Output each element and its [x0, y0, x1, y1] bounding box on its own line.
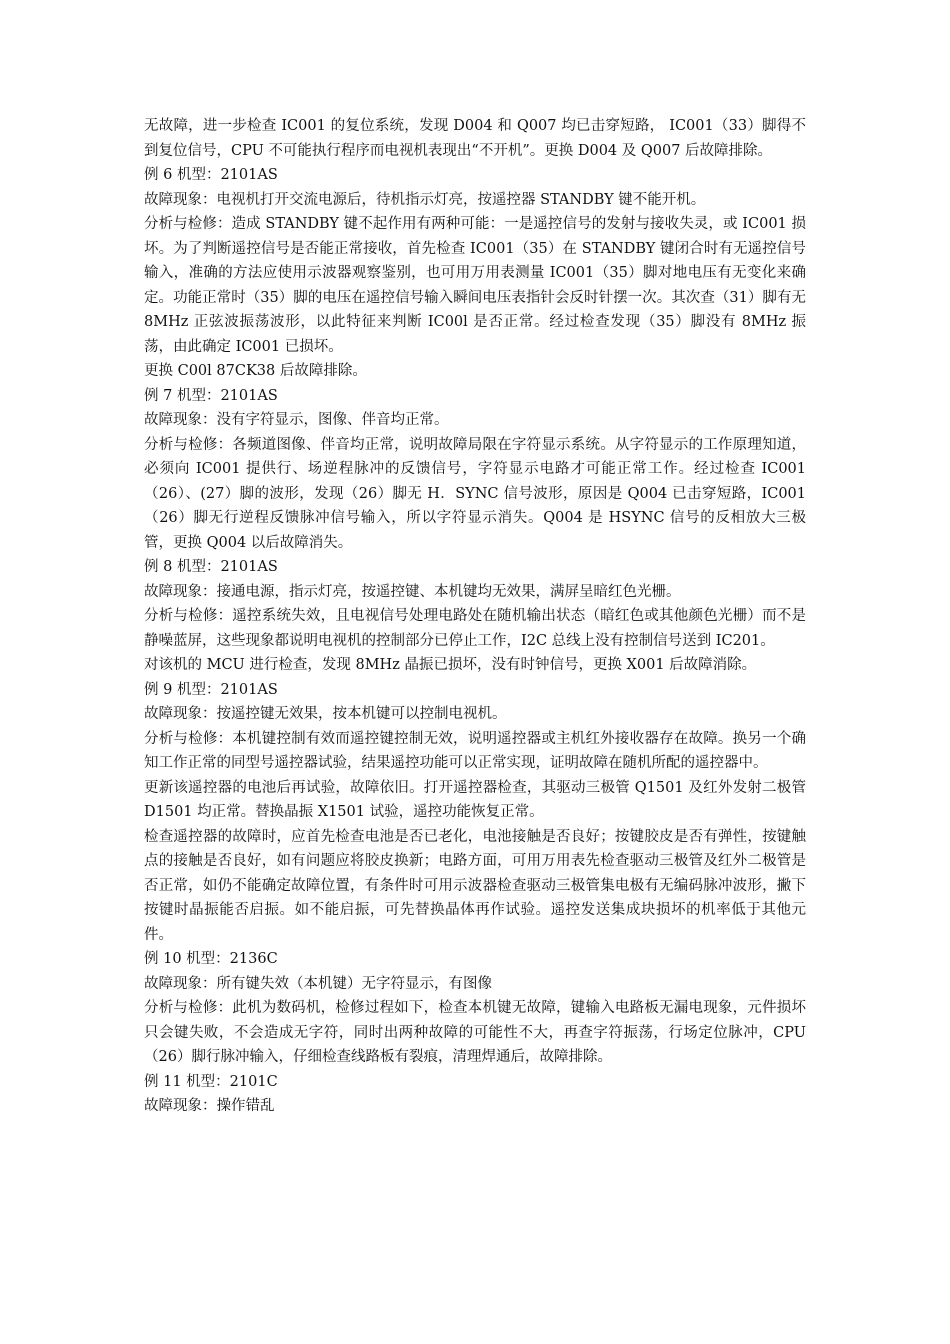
example-6-heading: 例 6 机型：2101AS: [144, 167, 278, 183]
example-8-heading: 例 8 机型：2101AS: [144, 559, 278, 575]
example-8-analysis: 分析与检修：遥控系统失效，且电视信号处理电路处在随机输出状态（暗红色或其他颜色光栅）而不是静噪蓝屏，这些现象都说明电视机的控制部分已停止工作，I2C 总线上没有控制信号送到 IC201。: [144, 608, 806, 649]
example-9-notes: 检查遥控器的故障时，应首先检查电池是否已老化，电池接触是否良好；按键胶皮是否有弹性，按键触点的接触是否良好，如有问题应将胶皮换新；电路方面，可用万用表先检查驱动三极管及红外二极管是否正常，如仍不能确定故障位置，有条件时可用示波器检查驱动三极管集电极有无编码脉冲波形，撇下按键时晶振能否启振。如不能启振，可先替换晶体再作试验。遥控发送集成块损坏的机率低于其他元件。: [144, 828, 806, 943]
example-10-heading: 例 10 机型：2136C: [144, 951, 278, 967]
example-11-heading: 例 11 机型：2101C: [144, 1073, 278, 1090]
example-11-symptom: 故障现象：操作错乱: [144, 1098, 275, 1114]
example-9-analysis: 分析与检修：本机键控制有效而遥控键控制无效，说明遥控器或主机红外接收器存在故障。换另一个确知工作正常的同型号遥控器试验，结果遥控功能可以正常实现，证明故障在随机所配的遥控器中。: [144, 730, 806, 771]
example-10-analysis: 分析与检修：此机为数码机，检修过程如下，检查本机键无故障，键输入电路板无漏电现象，元件损坏只会键失败，不会造成无字符，同时出两种故障的可能性不大，再查字符振荡，行场定位脉冲，CPU（26）脚行脉冲输入，仔细检查线路板有裂痕，清理焊通后，故障排除。: [144, 1000, 806, 1065]
example-9-symptom: 故障现象：按遥控键无效果，按本机键可以控制电视机。: [144, 706, 507, 722]
paragraph-continuation: 无故障，进一步检查 IC001 的复位系统，发现 D004 和 Q007 均已击穿短路， IC001（33）脚得不到复位信号，CPU 不可能执行程序而电视机表现出“不开机”。更换 D004 及 Q007 后故障排除。: [144, 118, 806, 159]
example-8-fix: 对该机的 MCU 进行检查，发现 8MHz 晶振已损坏，没有时钟信号，更换 X001 后故障消除。: [144, 657, 757, 673]
example-9-fix: 更新该遥控器的电池后再试验，故障依旧。打开遥控器检查，其驱动三极管 Q1501 及红外发射二极管 D1501 均正常。替换晶振 X1501 试验，遥控功能恢复正常。: [144, 779, 806, 820]
example-9-heading: 例 9 机型：2101AS: [144, 681, 278, 698]
example-6-symptom: 故障现象：电视机打开交流电源后，待机指示灯亮，按遥控器 STANDBY 键不能开机。: [144, 191, 706, 208]
example-10-symptom: 故障现象：所有键失效（本机键）无字符显示，有图像: [144, 975, 492, 992]
example-7-analysis: 分析与检修：各频道图像、伴音均正常，说明故障局限在字符显示系统。从字符显示的工作原理知道，必须向 IC001 提供行、场逆程脉冲的反馈信号，字符显示电路才可能正常工作。经过检查 IC001（26）、(27）脚的波形，发现（26）脚无 H．SYNC 信号波形，原因是 Q004 已击穿短路，IC001（26）脚无行逆程反馈脉冲信号输入，所以字符显示消失。Q004 是 HSYNC 信号的反相放大三极管，更换 Q004 以后故障消失。: [144, 436, 806, 551]
example-7-symptom: 故障现象：没有字符显示，图像、伴音均正常。: [144, 412, 449, 428]
example-7-heading: 例 7 机型：2101AS: [144, 387, 278, 404]
example-8-symptom: 故障现象：接通电源，指示灯亮，按遥控键、本机键均无效果，满屏呈暗红色光栅。: [144, 583, 681, 600]
example-6-analysis: 分析与检修：造成 STANDBY 键不起作用有两种可能：一是遥控信号的发射与接收失灵，或 IC001 损坏。为了判断遥控信号是否能正常接收，首先检查 IC001（35）在 STANDBY 键闭合时有无遥控信号输入，准确的方法应使用示波器观察鉴别，也可用万用表测量 IC001（35）脚对地电压有无变化来确定。功能正常时（35）脚的电压在遥控信号输入瞬间电压表指针会反时针摆一次。其次查（31）脚有无 8MHz 正弦波振荡波形，以此特征来判断 IC00l 是否正常。经过检查发现（35）脚没有 8MHz 振荡，由此确定 IC001 已损坏。: [144, 216, 806, 355]
example-6-fix: 更换 C00l 87CK38 后故障排除。: [144, 363, 367, 379]
document-body: [144, 114, 806, 1119]
